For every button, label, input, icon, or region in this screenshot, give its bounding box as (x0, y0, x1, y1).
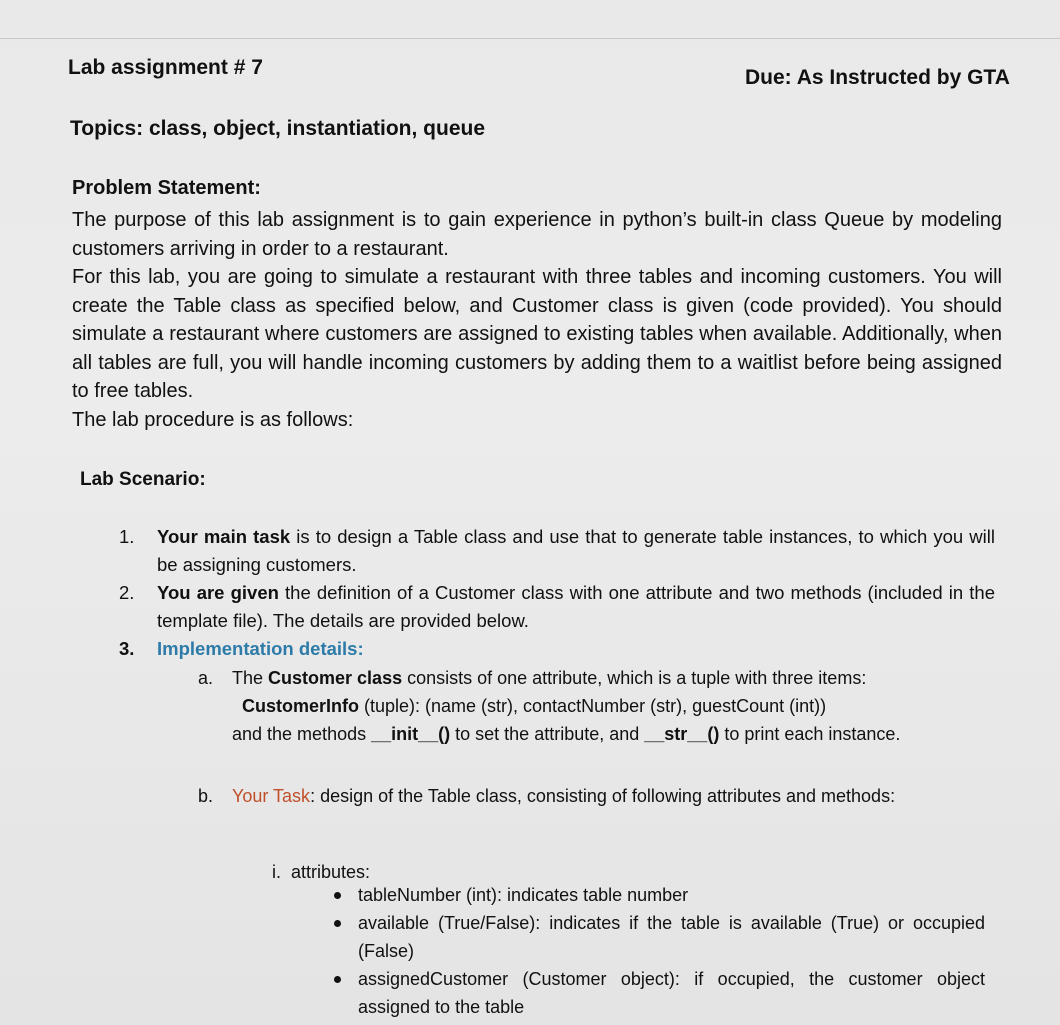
list-item (330, 909, 985, 965)
methods-pre: and the methods (232, 724, 372, 744)
problem-statement-heading: Problem Statement: (72, 177, 261, 199)
bullet-icon (334, 976, 341, 983)
list-item (115, 635, 995, 663)
problem-paragraph-1: The purpose of this lab assignment is to gain experience in python’s built-in class Queue by modeling customers arriving in order to a restaurant. (72, 209, 1002, 260)
implementation-details-heading: Implementation details: (157, 638, 364, 659)
methods-mid: to set the attribute, and (450, 724, 645, 744)
customer-info-text: (tuple): (name (str), contactNumber (str), guestCount (int)) (359, 696, 827, 716)
due-date: Due: As Instructed by GTA (745, 66, 1010, 89)
problem-paragraph-2: For this lab, you are going to simulate a restaurant with three tables and incoming customers. You will create the Table class as specified below, and Customer class is given (code provided). You should simulate a restaurant where customers are assigned to existing tables when available. Additionally, when all tables are full, you will handle incoming customers by adding them to a waitlist before being assigned to free tables. (72, 266, 1002, 402)
scenario-list (115, 523, 995, 663)
list-number: 1. (119, 526, 135, 547)
list-item-text: the definition of a Customer class with one attribute and two methods (included in the template file). The details are provided below. (157, 582, 995, 631)
sub-item-a (198, 664, 988, 748)
bullet-text: available (True/False): indicates if the table is available (True) or occupied (False) (358, 913, 985, 961)
sub-label: a. (198, 668, 214, 688)
sub-b-text: : design of the Table class, consisting of following attributes and methods: (310, 786, 896, 806)
list-item (115, 579, 995, 635)
customer-class-bold: Customer class (268, 668, 403, 688)
customer-info-line (232, 696, 826, 716)
attributes-list (330, 881, 985, 1021)
list-item-bold: Your main task (157, 526, 291, 547)
problem-paragraph-3: The lab procedure is as follows: (72, 408, 354, 431)
list-item (330, 965, 985, 1021)
bullet-text: assignedCustomer (Customer object): if occupied, the customer object assigned to the table (358, 969, 985, 1017)
sub-a-text-post: consists of one attribute, which is a tuple with three items: (402, 668, 867, 688)
list-item-text: is to design a Table class and use that to generate table instances, to which you will be assigning customers. (157, 526, 995, 575)
assignment-title: Lab assignment # 7 (68, 56, 263, 79)
sub-item-b (198, 782, 988, 810)
spacer (198, 748, 988, 782)
your-task-label: Your Task (232, 786, 311, 806)
list-item (330, 881, 985, 909)
methods-post: to print each instance. (719, 724, 901, 744)
init-method: __init__() (371, 724, 451, 744)
bullet-icon (334, 920, 341, 927)
lab-scenario-heading: Lab Scenario: (80, 469, 206, 490)
roman-text: attributes: (291, 862, 371, 882)
topics-line: Topics: class, object, instantiation, queue (70, 117, 486, 140)
roman-label: i. (272, 862, 281, 882)
sub-label: b. (198, 786, 214, 806)
bullet-text: tableNumber (int): indicates table number (358, 885, 689, 905)
implementation-sublist (198, 664, 988, 810)
list-number: 3. (119, 638, 135, 659)
list-number: 2. (119, 582, 135, 603)
sub-a-text-pre: The (232, 668, 269, 688)
list-item (115, 523, 995, 579)
page-top-edge (0, 38, 1060, 39)
problem-statement-body (72, 206, 1002, 434)
str-method: __str__() (644, 724, 720, 744)
bullet-icon (334, 892, 341, 899)
customer-info-bold: CustomerInfo (242, 696, 359, 716)
list-item-bold: You are given (157, 582, 279, 603)
